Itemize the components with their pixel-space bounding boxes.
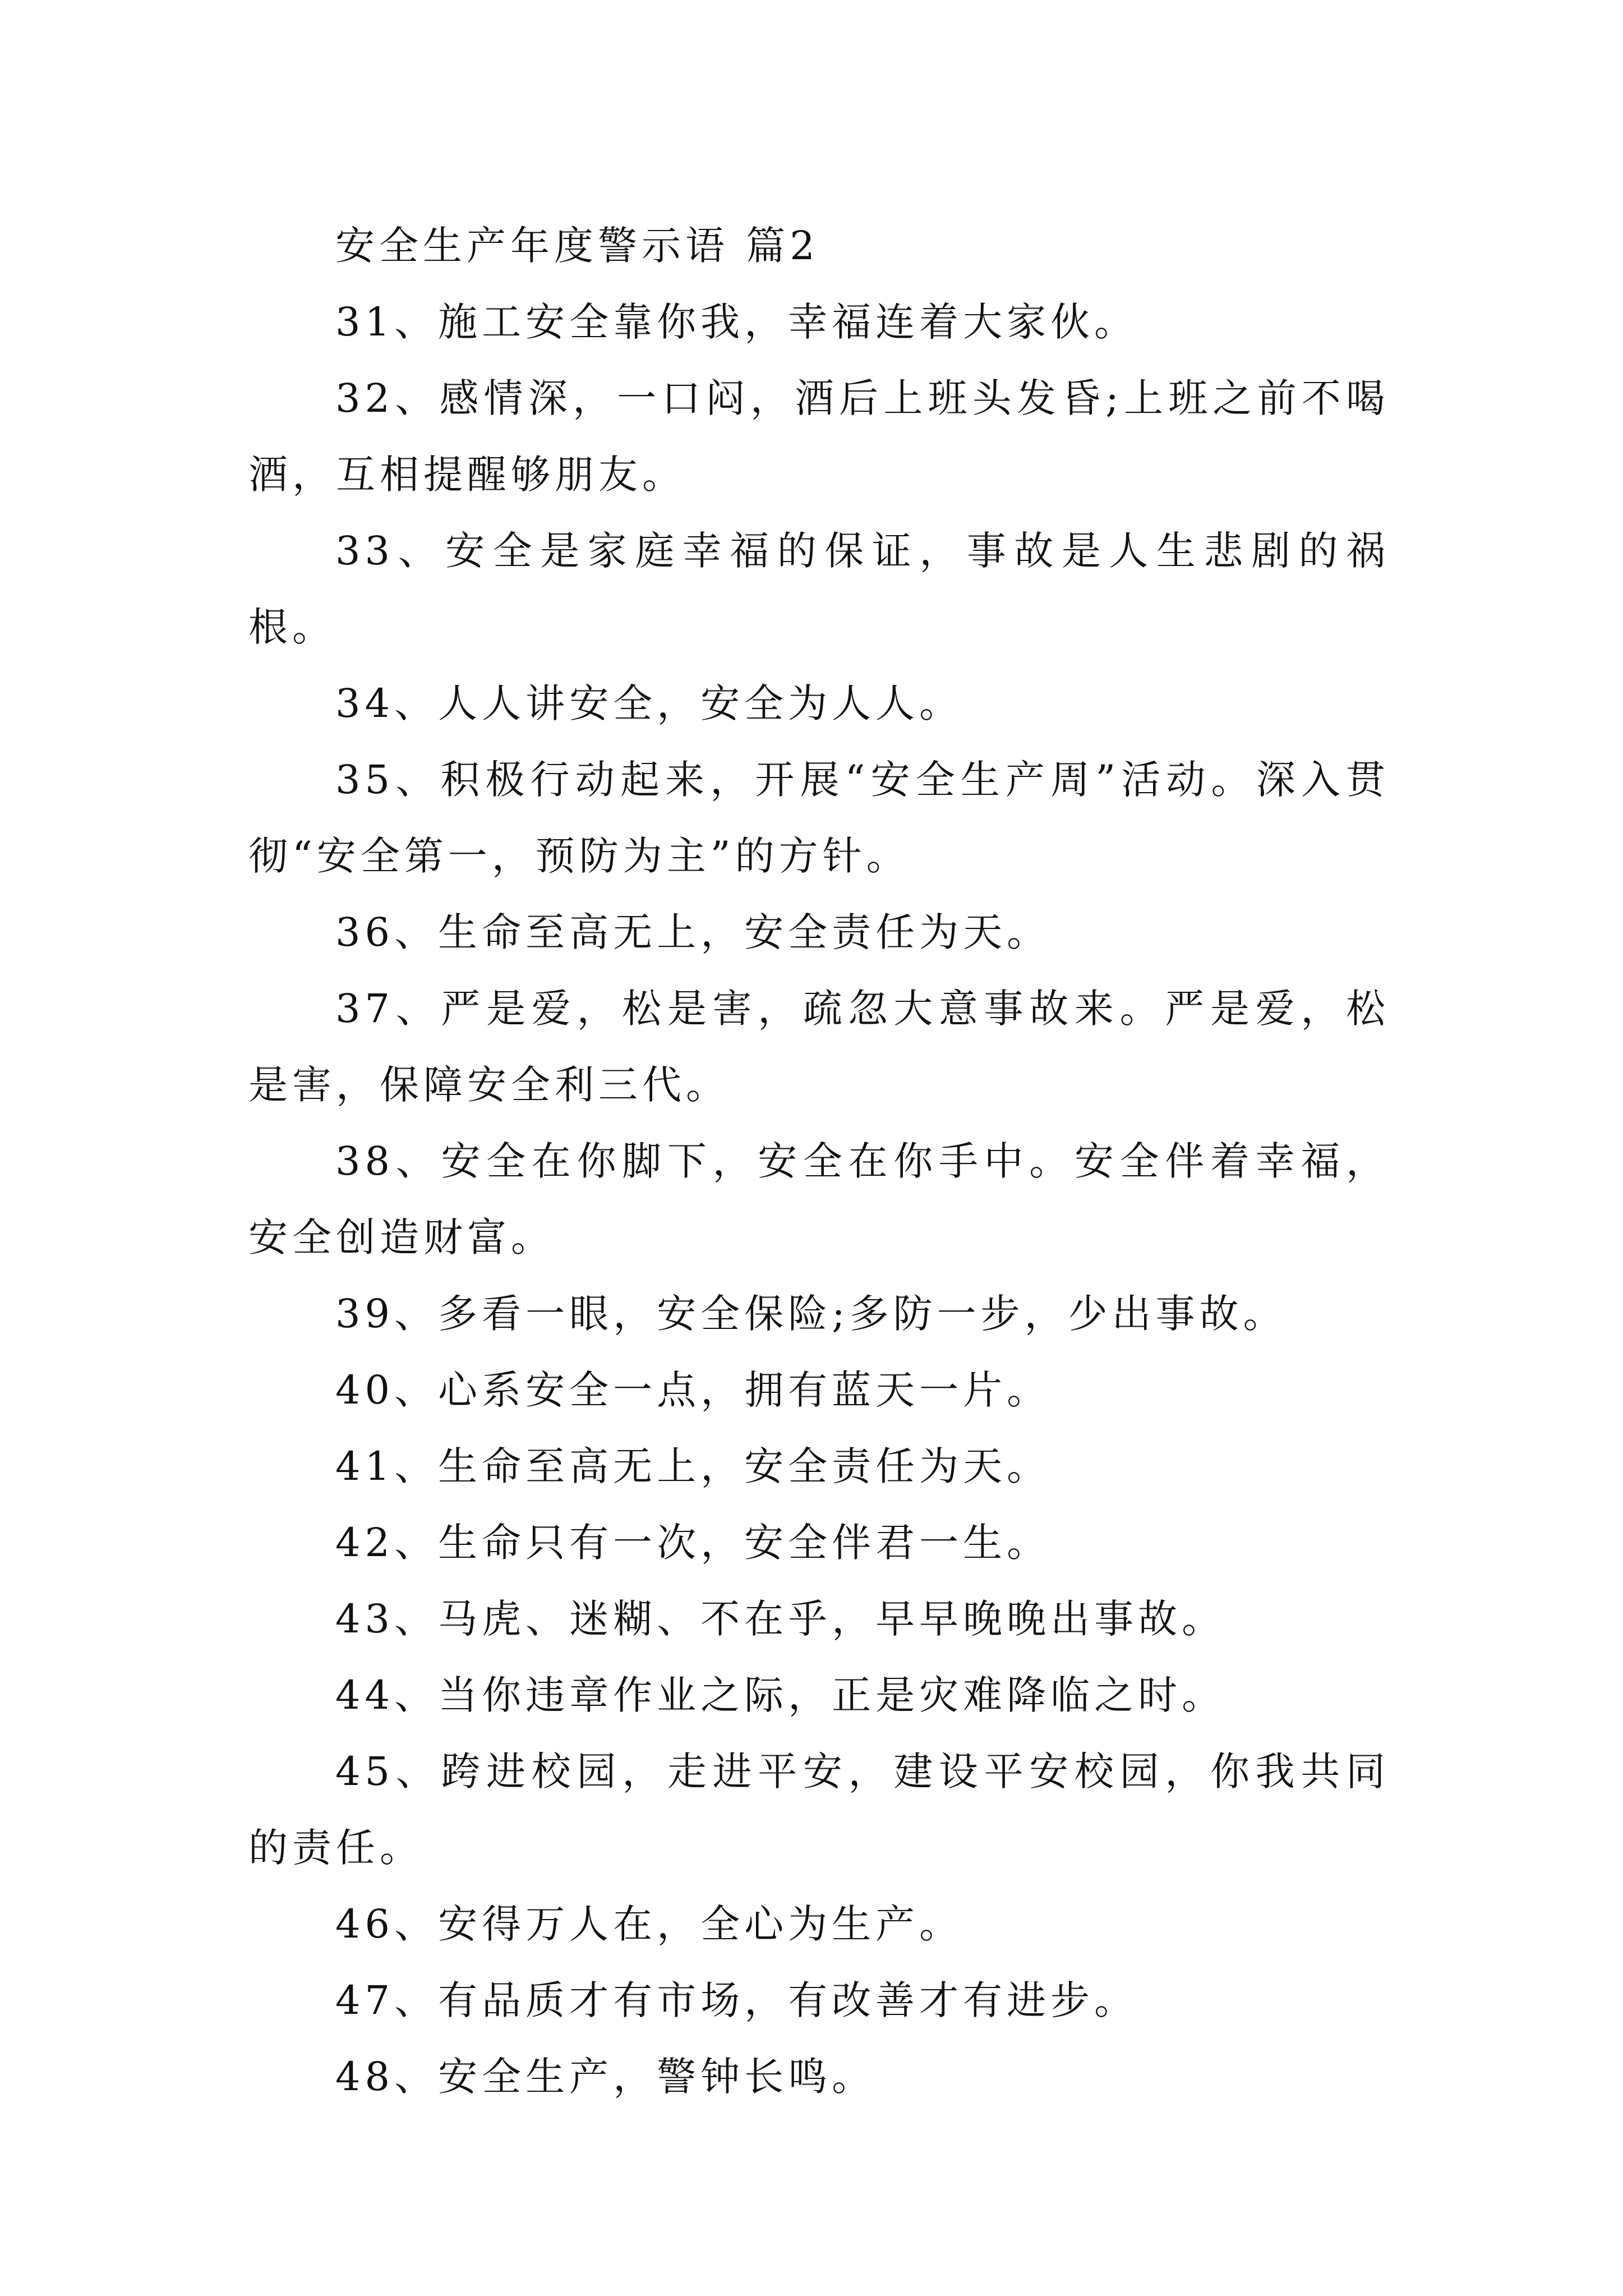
slogan-item: 41、生命至高无上，安全责任为天。 (335, 1443, 1051, 1489)
slogan-item: 34、人人讲安全，安全为人人。 (335, 680, 963, 726)
slogan-item: 38、安全在你脚下，安全在你手中。安全伴着幸福，安全创造财富。 (248, 1138, 1390, 1260)
slogan-item: 45、跨进校园，走进平安，建设平安校园，你我共同的责任。 (248, 1749, 1390, 1871)
slogan-item: 42、生命只有一次，安全伴君一生。 (335, 1520, 1051, 1566)
slogan-item: 37、严是爱，松是害，疏忽大意事故来。严是爱，松是害，保障安全利三代。 (248, 986, 1390, 1108)
slogan-item: 48、安全生产，警钟长鸣。 (335, 2054, 876, 2100)
slogan-item: 36、生命至高无上，安全责任为天。 (335, 909, 1051, 955)
section-heading: 安全生产年度警示语 篇2 (335, 223, 819, 269)
document-body (248, 208, 1390, 2115)
slogan-item: 33、安全是家庭幸福的保证，事故是人生悲剧的祸根。 (248, 528, 1390, 650)
slogan-item: 47、有品质才有市场，有改善才有进步。 (335, 1977, 1138, 2023)
slogan-item: 32、感情深，一口闷，酒后上班头发昏;上班之前不喝酒，互相提醒够朋友。 (248, 375, 1390, 498)
slogan-item: 44、当你违章作业之际，正是灾难降临之时。 (335, 1672, 1226, 1718)
slogan-item: 39、多看一眼，安全保险;多防一步，少出事故。 (335, 1291, 1287, 1337)
slogan-item: 46、安得万人在，全心为生产。 (335, 1901, 963, 1947)
slogan-item: 40、心系安全一点，拥有蓝天一片。 (335, 1367, 1051, 1413)
slogan-item: 35、积极行动起来，开展“安全生产周”活动。深入贯彻“安全第一，预防为主”的方针。 (248, 757, 1390, 879)
slogan-item: 31、施工安全靠你我，幸福连着大家伙。 (335, 299, 1138, 345)
slogan-item: 43、马虎、迷糊、不在乎，早早晚晚出事故。 (335, 1596, 1226, 1642)
